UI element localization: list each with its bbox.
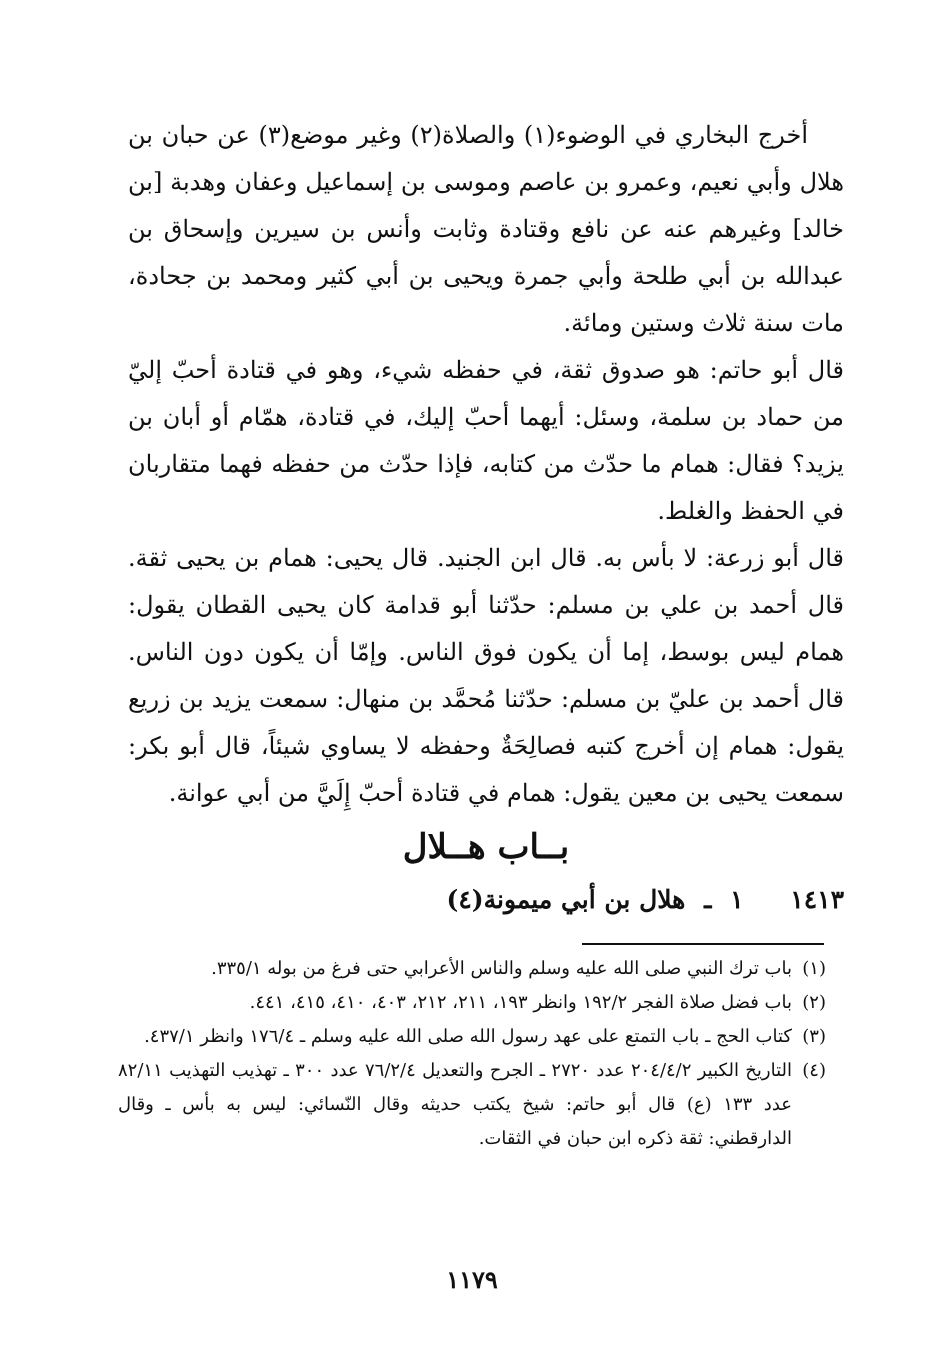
- footnote: [118, 1054, 826, 1156]
- chapter-heading: بــاب هــلال: [402, 827, 570, 867]
- paragraph-abu-hatim: قال أبو حاتم: هو صدوق ثقة، في حفظه شيء، وهو في قتادة أحبّ إليّ من حماد بن سلمة، وسئل: أيهما أحبّ إليك، في قتادة، همّام أو أبان بن يزيد؟ فقال: همام ما حدّث من كتابه، فإذا حدّث من حفظه فهما متقاربان في الحفظ والغلط.: [128, 356, 844, 525]
- page-number: ١١٧٩: [446, 1265, 498, 1294]
- footnote-divider: [582, 943, 824, 945]
- footnote: [118, 986, 826, 1020]
- paragraph-biography: أخرج البخاري في الوضوء(١) والصلاة(٢) وغير موضع(٣) عن حبان بن هلال وأبي نعيم، وعمرو بن عاصم وموسى بن إسماعيل وعفان وهدبة [بن خالد] وغيرهم عنه عن نافع وقتادة وثابت وأنس بن سيرين وإسحاق بن عبدالله بن أبي طلحة وأبي جمرة ويحيى بن أبي كثير ومحمد بن جحادة، مات سنة ثلاث وستين ومائة.: [128, 121, 844, 337]
- footnote-text: باب ترك النبي صلى الله عليه وسلم والناس الأعرابي حتى فرغ من بوله ٣٣٥/١.: [211, 958, 792, 979]
- main-text: [128, 112, 844, 817]
- footnotes: [118, 952, 826, 1156]
- footnote-number: (٢): [802, 992, 826, 1013]
- entry-index: ١: [730, 885, 744, 914]
- paragraph-abu-zurah: قال أبو زرعة: لا بأس به. قال ابن الجنيد. قال يحيى: همام بن يحيى ثقة. قال أحمد بن علي بن مسلم: حدّثنا أبو قدامة كان يحيى القطان يقول: همام ليس بوسط، إما أن يكون فوق الناس. وإمّا أن يكون دون الناس. قال أحمد بن عليّ بن مسلم: حدّثنا مُحمَّد بن منهال: سمعت يزيد بن زريع يقول: همام إن أخرج كتبه فصالِحَةٌ وحفظه لا يساوي شيئاً، قال أبو بكر: سمعت يحيى بن معين يقول: همام في قتادة أحبّ إِلَيَّ من أبي عوانة.: [128, 544, 845, 807]
- footnote-number: (٣): [802, 1026, 826, 1047]
- footnote-number: (٤): [802, 1060, 826, 1081]
- entry-number: ١٤١٣: [790, 885, 844, 914]
- footnote-text: باب فضل صلاة الفجر ١٩٢/٢ وانظر ١٩٣، ٢١١، ٢١٢، ٤٠٣، ٤١٠، ٤١٥، ٤٤١.: [249, 992, 792, 1013]
- entry-line: [128, 878, 844, 922]
- entry-name: هلال بن أبي ميمونة(٤): [446, 885, 686, 914]
- entry-dash: ـ: [704, 885, 712, 914]
- footnote: [118, 952, 826, 986]
- footnote-text: التاريخ الكبير ٢٠٤/٤/٢ عدد ٢٧٢٠ ـ الجرح والتعديل ٧٦/٢/٤ عدد ٣٠٠ ـ تهذيب التهذيب ٨٢/١١ عدد ١٣٣ (ع) قال أبو حاتم: شيخ يكتب حديثه وقال النّسائي: ليس به بأس ـ وقال الدارقطني: ثقة ذكره ابن حبان في الثقات.: [118, 1060, 793, 1149]
- footnote: [118, 1020, 826, 1054]
- footnote-number: (١): [802, 958, 826, 979]
- footnote-text: كتاب الحج ـ باب التمتع على عهد رسول الله صلى الله عليه وسلم ـ ١٧٦/٤ وانظر ٤٣٧/١.: [144, 1026, 792, 1047]
